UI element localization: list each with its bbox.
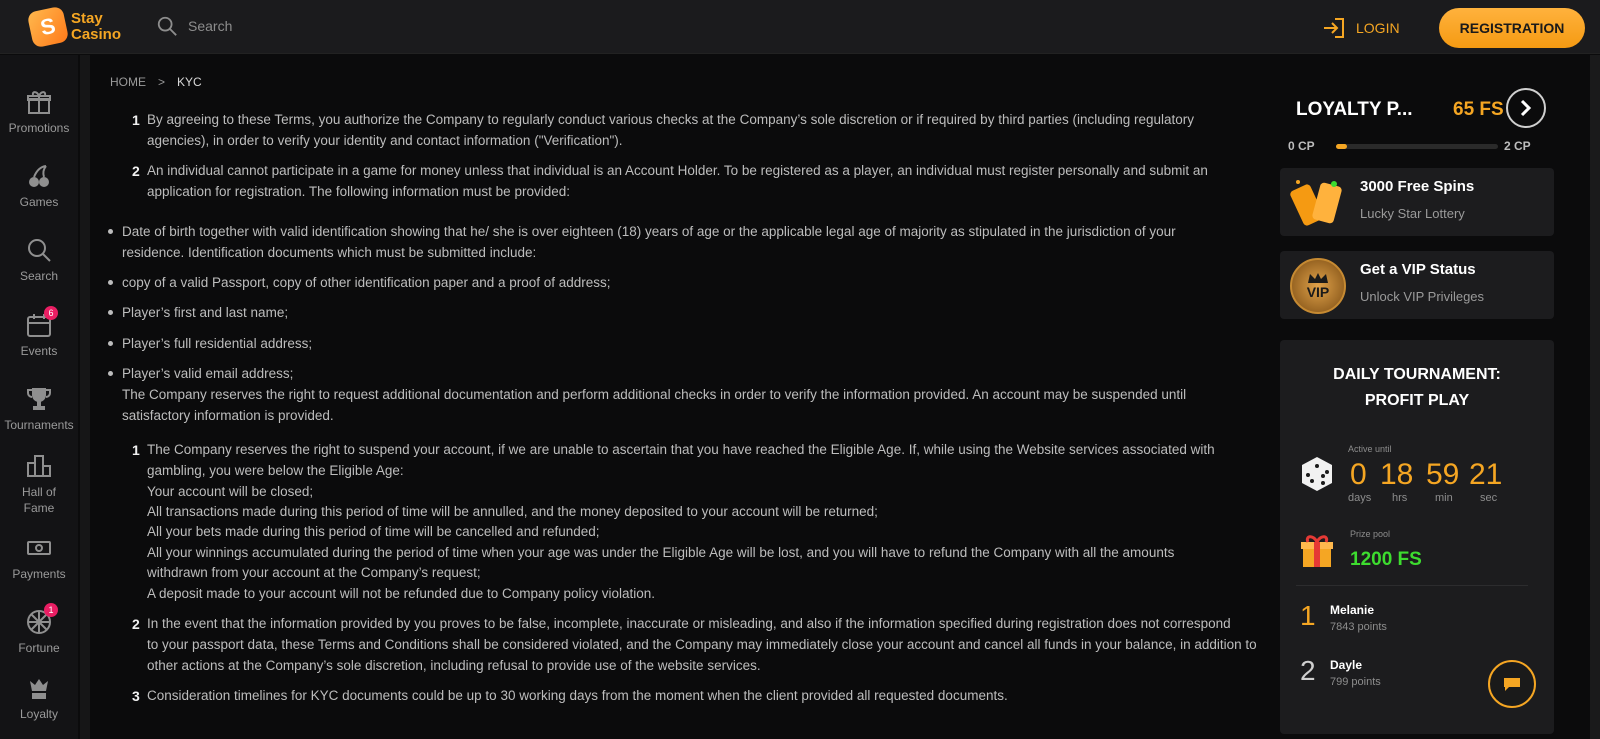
bullet [108, 280, 113, 285]
tournament-card[interactable] [1280, 340, 1554, 734]
chevron-right-icon [1519, 99, 1533, 117]
vip-icon [26, 675, 52, 701]
paragraph-line: agencies), in order to verify your identity and contact information ("Verification"). [147, 133, 623, 148]
promo-title: 3000 Free Spins [1360, 178, 1475, 195]
active-until-label: Active until [1348, 444, 1392, 454]
bullet-text: Player’s valid email address; [122, 366, 294, 381]
tournament-title-line2: PROFIT PLAY [1364, 392, 1470, 409]
search-icon [26, 237, 52, 263]
sidebar-item-search[interactable] [0, 237, 78, 283]
list-number: 3 [132, 688, 140, 704]
list-number: 1 [132, 442, 140, 458]
leader-name: Melanie [1330, 603, 1375, 617]
paragraph-line: A deposit made to your account will not be refunded due to Company policy violation. [147, 586, 656, 601]
sidebar [0, 55, 78, 739]
timer-minutes-label: min [1435, 492, 1453, 504]
paragraph-line: By agreeing to these Terms, you authorize the Company to regularly conduct various checks at the Company’s sole discretion or if required by third parties (including regulatory [147, 112, 1195, 127]
bullet [108, 371, 113, 376]
tournament-title [1280, 362, 1554, 414]
top-bar [0, 0, 1600, 54]
sidebar-item-label: Promotions [8, 121, 70, 135]
logo-line2: Casino [71, 26, 122, 43]
paragraph-line: An individual cannot participate in a game for money unless that individual is an Account Holder. To be registered as a player, an individual must register personally and submit an [147, 163, 1208, 178]
chat-icon [1503, 676, 1521, 692]
bullet-text: Player’s first and last name; [122, 305, 289, 320]
timer-minutes: 59 [1426, 458, 1460, 491]
podium-icon [26, 452, 52, 478]
paragraph-line: All your bets made during this period of time will be cancelled and refunded; [147, 524, 600, 539]
breadcrumb-current: KYC [177, 75, 202, 89]
cherry-icon [26, 163, 52, 189]
login-label: LOGIN [1356, 20, 1400, 36]
promo-subtitle: Unlock VIP Privileges [1360, 289, 1485, 304]
leader-rank: 2 [1300, 655, 1316, 686]
bullet-text: The Company reserves the right to request additional documentation and perform additional checks in order to verify the information provided. An account may be suspended until [122, 387, 1187, 402]
list-number: 1 [132, 112, 140, 128]
paragraph-line: gambling, you were below the Eligible Age: [147, 463, 404, 478]
loyalty-progress-fill [1336, 144, 1347, 149]
breadcrumb [110, 75, 202, 89]
paragraph-line: application for registration. The following information must be provided: [147, 184, 570, 199]
trophy-icon [26, 386, 52, 412]
sidebar-item-label: Fortune [18, 641, 60, 655]
dice-icon [1298, 455, 1336, 493]
paragraph-line: Your account will be closed; [147, 484, 314, 499]
cash-icon [26, 535, 52, 561]
lottery-tickets-icon [1290, 176, 1346, 230]
login-icon [1322, 17, 1346, 39]
loyalty-title: LOYALTY P... [1296, 99, 1413, 120]
sidebar-item-label: Loyalty [19, 707, 59, 721]
leader-rank: 1 [1300, 600, 1316, 631]
paragraph-line: Consideration timelines for KYC documents could be up to 30 working days from the moment when the client provided all requested documents. [147, 688, 1008, 703]
login-button[interactable] [1322, 17, 1400, 39]
timer-seconds-label: sec [1480, 492, 1498, 504]
leader-name: Dayle [1330, 658, 1363, 672]
sidebar-scrollbar[interactable] [80, 55, 90, 739]
promo-subtitle: Lucky Star Lottery [1360, 206, 1465, 221]
logo[interactable] [30, 9, 121, 45]
registration-button[interactable]: REGISTRATION [1439, 8, 1585, 48]
vip-crown-icon [1290, 258, 1346, 314]
events-badge: 6 [44, 306, 58, 320]
search-placeholder: Search [188, 18, 233, 34]
paragraph-line: to your passport data, these Terms and Conditions shall be considered violated, and the Company may immediately close your account and cancel all funds in your balance, in addition to [147, 637, 1257, 652]
promo-card-vip[interactable] [1280, 251, 1554, 319]
divider [1296, 585, 1528, 586]
leader-points: 7843 points [1330, 621, 1387, 633]
promo-title: Get a VIP Status [1360, 261, 1476, 278]
header-search[interactable] [156, 15, 232, 37]
leader-points: 799 points [1330, 676, 1381, 688]
sidebar-item-payments[interactable] [0, 535, 78, 581]
sidebar-item-label: Events [20, 344, 58, 358]
loyalty-next-button[interactable] [1506, 88, 1546, 128]
bullet [108, 310, 113, 315]
loyalty-free-spins: 65 FS [1453, 99, 1504, 120]
sidebar-item-tournaments[interactable] [0, 386, 78, 432]
timer-days-label: days [1348, 492, 1372, 504]
gift-box-icon [1300, 533, 1334, 569]
timer-days: 0 [1350, 458, 1367, 491]
sidebar-item-label: Search [19, 269, 59, 283]
logo-mark: S [27, 6, 70, 49]
paragraph-line: withdrawn from your account at the Company’s request; [147, 565, 481, 580]
sidebar-item-label: Hall of Fame [21, 485, 56, 515]
chat-button[interactable] [1488, 660, 1536, 708]
paragraph-line: All transactions made during this period of time will be annulled, and the money deposited to your account will be returned; [147, 504, 878, 519]
paragraph-line: The Company reserves the right to suspend your account, if we are unable to ascertain that you have reached the Eligible Age. If, while using the Website services associated with [147, 442, 1215, 457]
bullet-text: copy of a valid Passport, copy of other identification paper and a proof of address; [122, 275, 611, 290]
sidebar-item-hall-of-fame[interactable] [0, 452, 78, 516]
sidebar-item-games[interactable] [0, 163, 78, 209]
bullet [108, 229, 113, 234]
prize-pool-label: Prize pool [1350, 529, 1391, 539]
sidebar-item-loyalty[interactable] [0, 675, 78, 721]
bullet [108, 341, 113, 346]
bullet-text: Date of birth together with valid identification showing that he/ she is over eighteen (18) years of age or the applicable legal age of majority as stipulated in the jurisdiction of your [122, 224, 1176, 239]
prize-pool-value: 1200 FS [1350, 549, 1422, 570]
right-scrollbar[interactable] [1590, 55, 1600, 739]
gift-icon [26, 89, 52, 115]
logo-text [71, 11, 121, 43]
main-content [90, 55, 1280, 739]
paragraph-line: In the event that the information provided by you proves to be false, incomplete, inaccurate or misleading, and also if the information specified during registration does not correspond [147, 616, 1231, 631]
breadcrumb-home[interactable]: HOME [110, 75, 146, 89]
cp-max: 2 CP [1504, 139, 1531, 153]
vip-badge-text: VIP [1306, 284, 1330, 300]
tournament-title-line1: DAILY TOURNAMENT: [1333, 366, 1501, 383]
cp-min: 0 CP [1288, 139, 1315, 153]
breadcrumb-separator: > [158, 75, 166, 89]
sidebar-item-fortune[interactable] [0, 605, 78, 655]
bullet-text: Player’s full residential address; [122, 336, 313, 351]
timer-seconds: 21 [1469, 458, 1503, 491]
list-number: 2 [132, 616, 140, 632]
search-icon [156, 15, 178, 37]
list-number: 2 [132, 163, 140, 179]
promo-card-free-spins[interactable] [1280, 168, 1554, 236]
sidebar-item-label: Payments [12, 567, 66, 581]
right-panel [1280, 55, 1600, 739]
sidebar-item-promotions[interactable] [0, 89, 78, 135]
bullet-text: satisfactory information is provided. [122, 408, 334, 423]
bullet-text: residence. Identification documents which must be submitted include: [122, 245, 537, 260]
timer-hours: 18 [1380, 458, 1414, 491]
sidebar-item-label: Tournaments [4, 418, 74, 432]
timer-hours-label: hrs [1392, 492, 1408, 504]
sidebar-item-events[interactable] [0, 308, 78, 358]
fortune-badge: 1 [44, 603, 58, 617]
loyalty-progress-bar [1336, 144, 1498, 149]
logo-line1: Stay [71, 10, 103, 27]
paragraph-line: other actions at the Company’s sole discretion, including refusal to provide use of the website services. [147, 658, 761, 673]
sidebar-item-label: Games [19, 195, 59, 209]
paragraph-line: All your winnings accumulated during the period of time when your age was under the Eligible Age will be lost, and you will have to refund the Company with all the amounts [147, 545, 1175, 560]
